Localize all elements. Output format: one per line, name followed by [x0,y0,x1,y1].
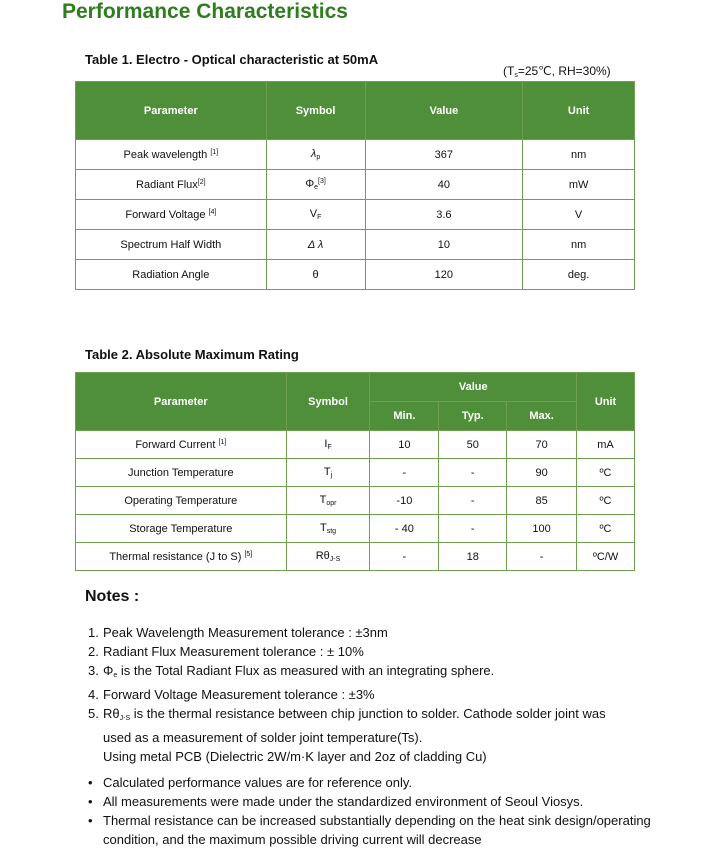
min-cell: - [370,459,439,487]
max-cell: 70 [507,431,577,459]
col-header-symbol: Symbol [286,373,370,431]
note-item: 4. Forward Voltage Measurement tolerance : ±3% [88,687,375,702]
param-cell: Operating Temperature [76,487,287,515]
col-header-parameter: Parameter [76,82,267,140]
symbol-cell: $I_F$ [286,431,370,459]
note-item: 3. $\Phi_e$ is the Total Radiant Flux as measured with an integrating sphere. [88,663,495,679]
table-row [76,515,635,543]
unit-cell: ºC [577,487,635,515]
param-cell: Spectrum Half Width [76,230,267,260]
page-title: Performance Characteristics [62,0,348,23]
table2-caption: Table 2. Absolute Maximum Rating [85,347,299,362]
col-header-unit: Unit [523,82,635,140]
table1-caption: Table 1. Electro - Optical characteristic at 50mA [85,52,379,67]
param-cell: Peak wavelength [1] [76,140,267,170]
param-cell: Junction Temperature [76,459,287,487]
max-cell: 100 [507,515,577,543]
symbol-cell: θ [266,260,365,290]
table-row [76,543,635,571]
min-cell: 10 [370,431,439,459]
unit-cell: mW [523,170,635,200]
note-item: 2. Radiant Flux Measurement tolerance : ± 10% [88,644,364,659]
table-row [76,230,635,260]
table-row [76,459,635,487]
max-cell: 90 [507,459,577,487]
table-row [76,431,635,459]
max-cell: - [507,543,577,571]
param-cell: Radiant Flux[2] [76,170,267,200]
typ-cell: 18 [439,543,507,571]
col-header-value: Value [365,82,523,140]
cond-sub: s [514,72,518,79]
col-header-symbol: Symbol [266,82,365,140]
cond-post: =25℃, RH=30%) [517,64,611,78]
unit-cell: ºC [577,515,635,543]
bullet-item: • Thermal resistance can be increased substantially depending on the heat sink design/operating condition, and the maximum possible driving current will decrease [88,813,651,847]
param-cell: Storage Temperature [76,515,287,543]
param-cell: Forward Current [1] [76,431,287,459]
typ-cell: - [439,515,507,543]
col-header-max: Max. [507,402,577,431]
table1-test-condition [503,64,611,79]
symbol-cell: $T_{opr}$ [286,487,370,515]
param-cell: Forward Voltage [4] [76,200,267,230]
table-row [76,487,635,515]
col-header-unit: Unit [577,373,635,431]
symbol-cell: $V_F$ [266,200,365,230]
electro-optical-table [75,81,635,290]
unit-cell: deg. [523,260,635,290]
unit-cell: nm [523,230,635,260]
cond-pre: (T [503,64,515,78]
unit-cell: nm [523,140,635,170]
unit-cell: mA [577,431,635,459]
bullet-item: • All measurements were made under the standardized environment of Seoul Viosys. [88,794,584,809]
max-cell: 85 [507,487,577,515]
symbol-cell: $T_{stg}$ [286,515,370,543]
col-header-parameter: Parameter [76,373,287,431]
col-header-value: Value [370,373,577,402]
value-cell: 10 [365,230,523,260]
param-cell: Radiation Angle [76,260,267,290]
note-item: 5. $R\theta_{J-S}$ is the thermal resistance between chip junction to solder. Cathode solder joint was used as a measurement of solder joint temperature(Ts). Using metal PCB (Dielectric 2W/m·K layer and 2oz of cladding Cu) [88,706,606,764]
unit-cell: ºC/W [577,543,635,571]
min-cell: - [370,543,439,571]
typ-cell: - [439,459,507,487]
value-cell: 40 [365,170,523,200]
symbol-cell: $\Phi_e[3]$ [266,170,365,200]
param-cell: Thermal resistance (J to S) [5] [76,543,287,571]
min-cell: - 40 [370,515,439,543]
unit-cell: ºC [577,459,635,487]
table-row [76,140,635,170]
symbol-cell: $\lambda_p$ [266,140,365,170]
reference-bullets [88,773,688,849]
value-cell: 3.6 [365,200,523,230]
value-cell: 120 [365,260,523,290]
table-header-row [76,82,635,140]
table-row [76,200,635,230]
unit-cell: V [523,200,635,230]
symbol-cell: $R\theta_{J-S}$ [286,543,370,571]
notes-heading: Notes : [85,588,140,605]
absolute-max-rating-table [75,372,635,571]
table-row [76,260,635,290]
min-cell: -10 [370,487,439,515]
value-cell: 367 [365,140,523,170]
table-row [76,170,635,200]
typ-cell: 50 [439,431,507,459]
col-header-typ: Typ. [439,402,507,431]
notes-list [88,623,633,766]
bullet-item: • Calculated performance values are for reference only. [88,775,413,790]
note-item: 1. Peak Wavelength Measurement tolerance : ±3nm [88,625,388,640]
typ-cell: - [439,487,507,515]
table-header-row [76,373,635,402]
symbol-cell: Δ λ [266,230,365,260]
symbol-cell: $T_j$ [286,459,370,487]
col-header-min: Min. [370,402,439,431]
